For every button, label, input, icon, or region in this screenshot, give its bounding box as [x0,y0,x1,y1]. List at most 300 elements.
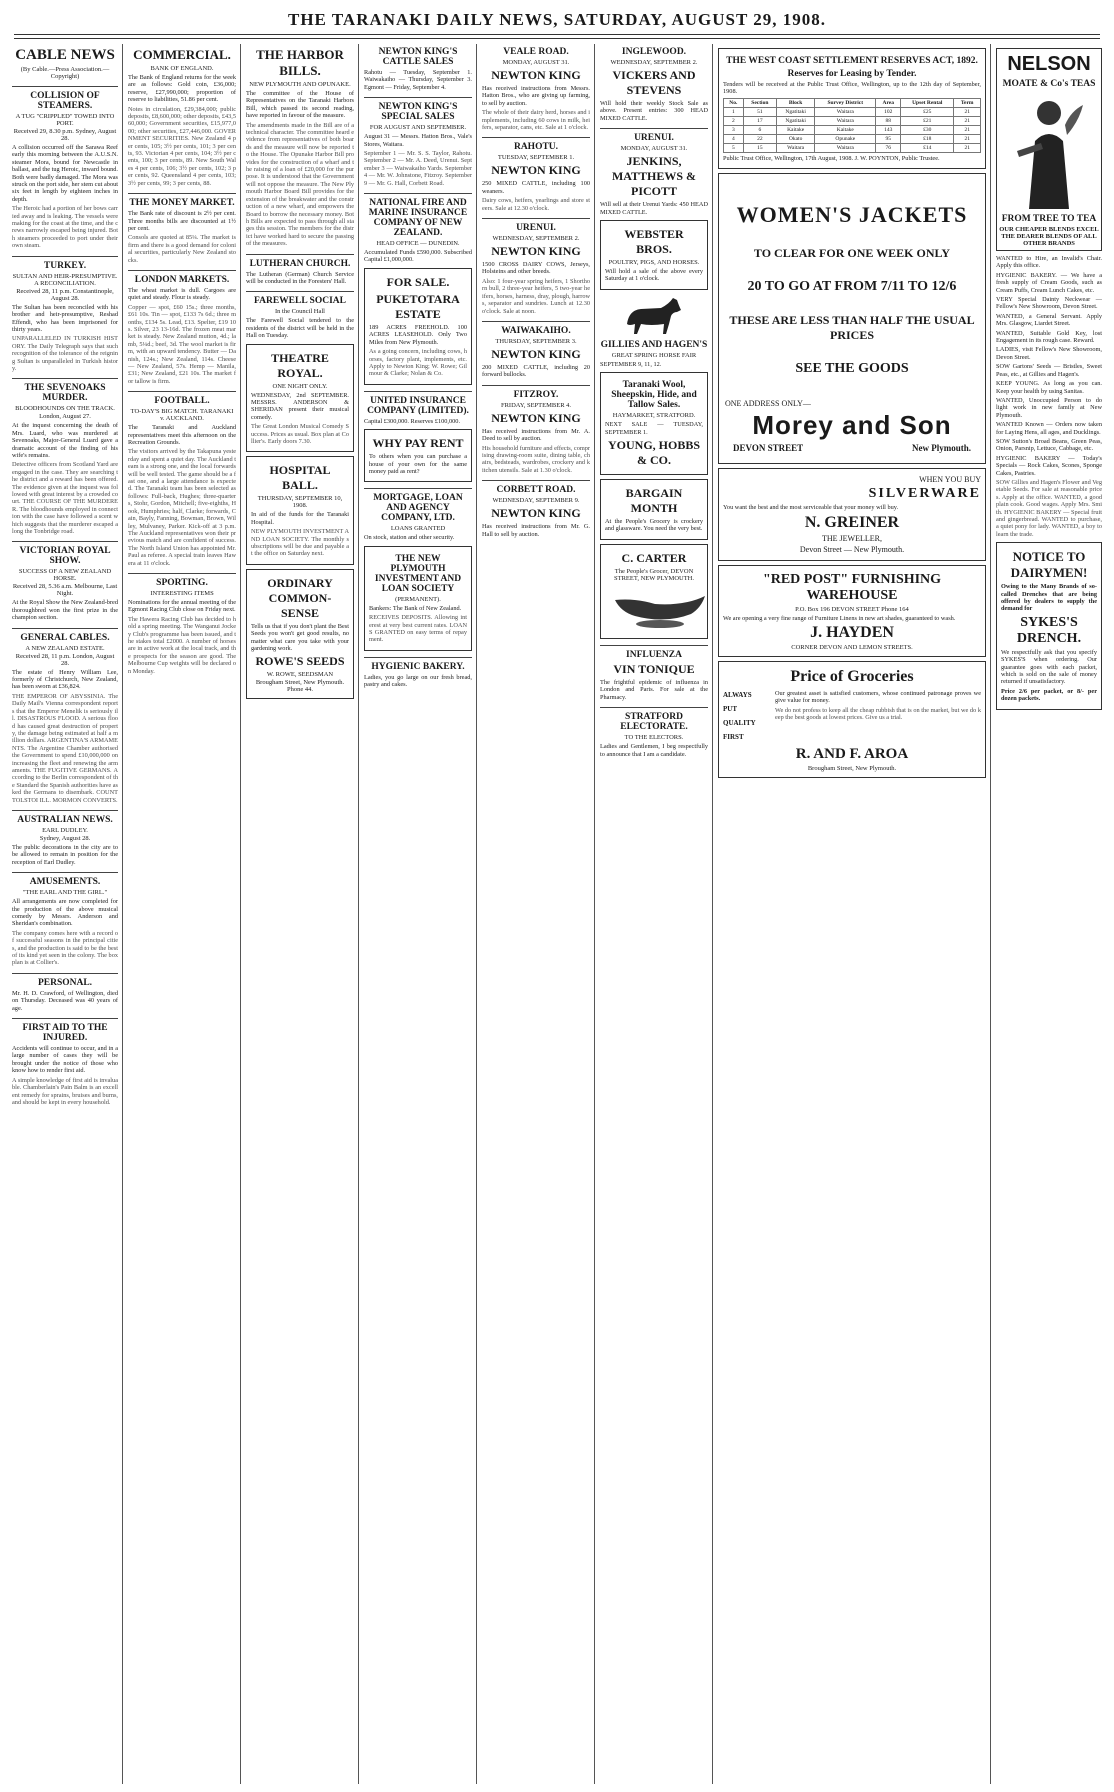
section-text: At the Royal Show the New Zealand-bred thoroughbred won the first prize in the champion section. [12,599,118,622]
section-head: NEWTON KING'S CATTLE SALES [378,47,458,67]
section-sub: TO THE ELECTORS. [624,734,684,742]
small-ad: SOW Gartons' Seeds — Bristles, Sweet Peas, etc., at Gillies and Hagen's. [996,363,1102,378]
article-text-filler: His household furniture and effects, comprising drawing-room suite, dining table, chairs, bedsteads, wardrobes, crockery and kitchen utensils. Sale at 1.30 o'clock. [482,444,590,474]
horse-icon [619,294,689,336]
section-text: Accidents will continue to occur, and in a large number of cases they will be brought under the notice of those who know how to render first aid. [12,1045,118,1075]
dairymen-title: NOTICE TO DAIRYMEN! [1010,549,1088,581]
section-text: The Sultan has been reconciled with his brother and heir-presumptive, Reshad Effendi, who has been imprisoned for thirty years. [12,303,118,333]
hayden-address: CORNER DEVON AND LEMON STREETS. [791,644,913,652]
address-label: ONE ADDRESS ONLY— [725,399,811,409]
wool-sales-ad [600,372,708,475]
dairymen-footer: Price 2/6 per packet, or 8/- per dozen packets. [1001,687,1097,703]
jackets-title: WOMEN'S JACKETS [736,202,968,228]
section-title: BARGAIN MONTH [625,486,683,516]
column-commercial [128,44,236,1784]
auctioneer-name: NEWTON KING [491,506,581,521]
table-cell: 21 [954,125,981,134]
section-sub: TO-DAY'S BIG MATCH. TARANAKI v. AUCKLAND. [130,408,234,423]
col6-sec-0 [600,47,708,122]
section-sub: THURSDAY, SEPTEMBER 3. [495,337,577,345]
theatre-royal-ad [246,344,354,453]
section-head: URENUI. [482,218,590,233]
column-divider [358,44,359,1784]
section-head: STRATFORD ELECTORATE. [600,707,708,732]
section-head: Taranaki Wool, Sheepskin, Hide, and Tallow Sales. [611,380,697,411]
section-head: HYGIENIC BAKERY. [364,657,472,672]
aroa-groceries-ad [718,661,986,778]
article-text-filler: THE EMPEROR OF ABYSSINIA. The Daily Mail's Vienna correspondent reports that the Emperor Menelik is seriously ill. DISASTROUS FLOOD. A serious flood has caused great destruction of property, the damage being estimated at half a million dollars. ARGENTINA'S ARMAMENTS. The Argentine Chamber authorised the Government to spend £10,000,000 on increasing the fleet and renewing the armaments. THE FUGITIVE GERMANS. According to the Berlin correspondent of the Standard the Spanish authorities have asked the Germans to disembark. COUNT TOLSTOI ILL. MORMON CONVERTS. [12,692,118,804]
section-head: FITZROY. [482,385,590,400]
table-cell: Waitara [815,116,876,125]
table-row [724,143,981,152]
section-text: The Lutheran (German) Church Service will be conducted in the Foresters' Hall. [246,270,354,285]
article-text-filler: Dairy cows, heifers, yearlings and store steers. Sale at 12.30 o'clock. [482,197,590,212]
groceries-body [723,688,981,744]
jackets-line1: TO CLEAR FOR ONE WEEK ONLY [753,246,951,261]
article-text-filler: Also: 1 four-year spring heifers, 1 Shorthorn bull, 2 three-year heifers, 5 two-year heifers, horses, harness, dray, plough, harrows, separator and sundries. Lunch at 12.30 o'clock. Sale at noon. [482,277,590,315]
table-header: Survey District [815,98,876,107]
small-ad: LADIES, visit Fellow's New Showroom, Devon Street. [996,346,1102,361]
puketotara-estate-ad [364,268,472,385]
red-post-address: P.O. Box 196 DEVON STREET Phone 164 [795,605,909,613]
side-word: FIRST [723,733,744,742]
col1-sec-6 [12,872,118,967]
col5-sec-4 [482,385,590,474]
auctioneer-name: NEWTON KING [491,244,581,259]
table-row [724,125,981,134]
table-cell: 88 [876,116,901,125]
reserves-intro: Tenders will be received at the Public Trust Office, Wellington, up to the 12th day of September, 1908. [723,81,981,96]
column-divider [476,44,477,1784]
section-text: Will hold their weekly Stock Sale as above. Present entries: 300 HEAD MIXED CATTLE. [600,100,708,122]
col1-sec-3 [12,541,118,621]
article-text-filler: The visitors arrived by the Takapuna yesterday and spent a quiet day. The Auckland team is a strong one, and the local forwards will be well tested. The game should be a fast one, and a large attendance is expected. The Taranaki team has been selected as follows: Full-back, Hughes; three-quarters, Stohr, Gordon, Mitchell; five-eighths, Hook, Humphries; half, Clarke; forwards, Cain, Bayly, Fanning, Bowman, Brown, Willey, Mulvaney, Parker. Kick-off at 3 p.m. The Auckland representatives won their previous match and are confident of success. The North Island Union has appointed Mr. Paul as referee. A special train leaves Hawera at 11 o'clock. [128,448,236,567]
nelson-tea-ad [996,48,1102,251]
column-divider [122,44,123,1784]
section-sub: In the Council Hall [274,308,325,316]
section-sub: EARL DUDLEY. [42,826,88,834]
section-head: ORDINARY COMMON-SENSE [267,575,333,620]
jackets-line2: 20 TO GO AT FROM 7/11 TO 12/6 [747,279,957,295]
table-cell: £14 [901,143,954,152]
section-sub: The People's Grocer, DEVON STREET, NEW PLYMOUTH. [614,567,694,582]
col4-sec-2 [364,193,472,264]
section-sub: BLOODHOUNDS ON THE TRACK. [15,405,115,413]
col1-sec-7 [12,973,118,1012]
sykes-brand: SYKES'S DRENCH. [1016,614,1082,646]
column-sales-notices [364,44,472,1784]
section-sub: FRIDAY, SEPTEMBER 4. [500,401,572,409]
section-sub: VIN TONIQUE [613,661,695,676]
section-text: At the People's Grocery is crockery and glassware. You need the very best. [605,518,703,533]
article-text-filler: NEW PLYMOUTH INVESTMENT AND LOAN SOCIETY. The monthly subscriptions will be due and payable at the office on Saturday next. [251,528,349,558]
greiner-firm: N. GREINER [804,513,900,531]
dairymen-text: Owing to the Many Brands of so-called Drenches that are being offered by dealers to supply the demand for [1001,583,1097,613]
section-head: SPORTING. [128,573,236,588]
article-text-filler: The Hawera Racing Club has decided to hold a spring meeting. The Wanganui Jockey Club's programme has been issued, and the stakes total £2000. A number of horses are in active work at the local track, and the prospects for the season are good. The Melbourne Cup weights will be declared on Monday. [128,615,236,675]
col1-sec-4 [12,628,118,804]
section-sub: MONDAY, AUGUST 31. [502,59,570,66]
section-head: AUSTRALIAN NEWS. [12,810,118,825]
section-text: Will hold a sale of the above every Saturday at 1 o'clock. [605,268,703,283]
section-sub: SUCCESS OF A NEW ZEALAND HORSE. [18,568,112,583]
section-head: GENERAL CABLES. [12,628,118,643]
article-text-filler: September 1 — Mr. S. S. Taylor, Rahotu. September 2 — Mr. A. Deed, Urenui. September 3 — Waiwakaiho Yards. September 4 — Mr. W. Johnstone, Fitzroy. September 9 — Mr. G. Hall, Corbett Road. [364,150,472,187]
section-head: HOSPITAL BALL. [269,463,331,493]
article-text-filler: A simple knowledge of first aid is invaluable. Chamberlain's Pain Balm is an excellent remedy for sprains, bruises and burns, and should be kept in every household. [12,1076,118,1106]
section-text: Mr. H. D. Crawford, of Wellington, died on Thursday. Deceased was 40 years of age. [12,989,118,1012]
table-cell: 4 [724,134,744,143]
table-cell: 15 [743,143,776,152]
section-text: Tells us that if you don't plant the Best Seeds you won't get good results, no matter what care you take with your gardening work. [251,622,349,653]
col3-sec-1 [246,254,354,286]
section-text: 189 ACRES FREEHOLD. 100 ACRES LEASEHOLD. Only Two Miles from New Plymouth. [369,323,467,346]
firm-name: YOUNG, HOBBS & CO. [607,438,700,468]
section-sub: FOR AUGUST AND SEPTEMBER. [369,124,467,132]
section-head: LUTHERAN CHURCH. [246,254,354,269]
table-cell: 2 [724,116,744,125]
col1-sec-8 [12,1018,118,1106]
hayden-firm: J. HAYDEN [810,624,894,642]
table-header: Section [743,98,776,107]
section-sub: A NEW ZEALAND ESTATE. [25,644,105,652]
section-head: WAIWAKAIHO. [482,321,590,336]
bargain-month-ad [600,479,708,540]
small-ad: HYGIENIC BAKERY — Today's Specials — Rock Cakes, Scones, Sponge Cakes, Pastries. [996,454,1102,477]
table-header: Term [954,98,981,107]
section-sub: THURSDAY, SEPTEMBER 10, 1908. [257,495,343,510]
small-ad: SOW Sutton's Broad Beans, Green Peas, Onion, Parsnip, Lettuce, Cabbage, etc. [996,437,1102,453]
table-cell: Waitara [815,107,876,116]
col5-sec-3 [482,321,590,379]
section-head: NEWTON KING'S SPECIAL SALES [364,97,472,122]
table-cell: Kaitake [815,125,876,134]
table-cell: 95 [876,134,901,143]
section-dateline: Sydney, August 28. [39,834,91,842]
section-text: In aid of the funds for the Taranaki Hospital. [251,511,349,526]
table-cell: 5 [724,143,744,152]
section-head: FOOTBALL. [128,391,236,406]
section-text: The Taranaki and Auckland representatives meet this afternoon on the Recreation Grounds. [128,424,236,447]
greiner-trade: THE JEWELLER, [822,533,882,543]
column-display-adverts [718,44,986,1784]
section-head: CORBETT ROAD. [482,480,590,495]
article-text-filler: Detective officers from Scotland Yard are engaged in the case. They are searching the district and a reward has been offered. The evidence given at the inquest was followed with great interest by a crowded court. THE COURSE OF THE MURDERER. The bloodhounds employed in connection with the case have followed a scent which suggests that the murderer escaped along the Tonbridge road. [12,461,118,536]
reserves-tender-ad [718,48,986,169]
table-cell: 21 [954,134,981,143]
section-sub: WEDNESDAY, SEPTEMBER 2. [492,235,580,243]
section-head: INFLUENZA [600,645,708,660]
nelson-tagline: OUR CHEAPER BLENDS EXCEL THE DEARER BLENDS OF ALL OTHER BRANDS [999,226,1099,247]
silverware-title: SILVERWARE [868,486,981,502]
section-text: 1500 CROSS DAIRY COWS, Jerseys, Holsteins and other breeds. [482,261,590,276]
seedsman-address: Brougham Street, New Plymouth. Phone 44. [255,679,345,694]
article-text-filler: Copper — spot, £60 15s.; three months, £61 10s. Tin — spot, £133 7s 6d.; three months, £134 5s. Lead, £13. Spelter, £19 10s. Silver, 23 13-16d. The frozen meat market is steady. New Zealand mutton, 4d.; lamb, 5¼d.; beef, 3d. The wool market is firm, with an upward tendency. Butter — Danish, 124s.; New Zealand, 114s. Cheese — New Zealand, 57s. Hemp — Manila, £31; New Zealand, £21 10s. The market for tallow is firm. [128,303,236,385]
section-text: Has received instructions from Mr. G. Hall to sell by auction. [482,523,590,538]
table-cell: Okato [776,134,814,143]
col5-sec-2 [482,218,590,315]
section-head: THEATRE ROYAL. [271,350,329,380]
red-post-text: We are opening a very fine range of Furniture Linens in new art shades, guaranteed to wash. [723,614,956,622]
section-text: The estate of Henry William Lee, formerly of Christchurch, New Zealand, has been sworn at £36,824. [12,668,118,691]
section-text: Has received instructions from Mr. A. Deed to sell by auction. [482,427,590,443]
col2-sec-2 [128,270,236,385]
small-ad: WANTED, Unoccupied Person to do light work in new family at New Plymouth. [996,396,1102,419]
investment-society-ad [364,546,472,651]
col2-sec-4 [128,573,236,675]
col1-sec-1 [12,256,118,373]
table-header: No. [724,98,744,107]
table-cell: 21 [954,143,981,152]
masthead-rule-2 [14,38,1100,39]
morey-son-ad [718,173,986,464]
morey-street: DEVON STREET [733,443,804,454]
section-sub: LOANS GRANTED [390,525,446,533]
article-text-filler: UNPARALLELED IN TURKISH HISTORY. The Daily Telegraph says that such recognition of the tolerance of the reigning Sultan is unparalleled in Turkish history. [12,335,118,372]
cable-news-byline: (By Cable.—Press Association.—Copyright) [20,66,110,80]
table-cell: Ngatitaki [776,116,814,125]
table-cell: £21 [901,116,954,125]
morey-son-firm: Morey and Son [752,410,952,441]
silverware-text: You want the best and the most serviceable that your money will buy. [723,504,899,512]
col5-sec-5 [482,480,590,538]
table-row [724,116,981,125]
col1-sec-2 [12,378,118,535]
table-cell: 21 [954,116,981,125]
auctioneer-name: JENKINS, MATTHEWS & PICOTT [611,154,697,199]
column-cable-news [12,44,118,1784]
section-head: AMUSEMENTS. [12,872,118,887]
section-text: A collision occurred off the Sarawa Reef early this morning between the A.U.S.N. steamer Mora, bound for Newcastle in ballast, and the tug Heroic, inward bound. Both were badly damaged. The Mora was struck on the port side, her stem cut about six feet in length by eighteen inches in depth. [12,144,118,203]
col4-sec-1 [364,97,472,187]
silverware-line1: WHEN YOU BUY [919,475,981,485]
table-cell: 6 [743,125,776,134]
section-head: FOR SALE. [386,274,450,289]
column-divider [712,44,713,1784]
section-sub: A TUG "CRIPPLED" TOWED INTO PORT. [15,113,115,127]
side-word: QUALITY [723,719,756,728]
auctioneer-name: NEWTON KING [491,68,581,82]
col6-sec-7 [600,645,708,701]
section-text: SEPTEMBER 9, 11, 12. [600,360,662,368]
section-head: LONDON MARKETS. [128,270,236,285]
reserves-subtitle: Reserves for Leasing by Tender. [787,69,917,79]
table-cell: Kaitake [776,125,814,134]
table-cell: 51 [743,107,776,116]
morey-town: New Plymouth. [912,443,971,454]
webster-bros-ad [600,220,708,290]
table-cell: £30 [901,125,954,134]
section-head: VEALE ROAD. [503,47,569,57]
section-head: THE SEVENOAKS MURDER. [12,378,118,403]
section-sub: INTERESTING ITEMS [150,589,214,597]
masthead: THE TARANAKI DAILY NEWS, SATURDAY, AUGUST 29, 1908. [288,10,826,29]
table-cell: 3 [724,125,744,134]
section-text: Accumulated Funds £590,000. Subscribed Capital £1,000,000. [364,249,472,264]
section-text: At the inquest concerning the death of Mrs. Luard, who was murdered at Sevenoaks, Major-General Luard gave a dramatic account of the finding of his wife's remains. [12,422,118,459]
table-header: Block [776,98,814,107]
section-head: URENUI. [600,128,708,143]
table-header: Upset Rental [901,98,954,107]
small-ad: HYGIENIC BAKERY. — We have a fresh supply of Cream Goods, such as Cream Puffs, Cream Lunch Cakes, etc. [996,271,1102,294]
table-cell: Opunake [815,134,876,143]
section-text: All arrangements are now completed for the production of the above musical comedy by Messrs. Anderson and Sheridan's combination. [12,898,118,928]
section-sub: POULTRY, PIGS, AND HORSES. [608,259,700,267]
section-sub: BANK OF ENGLAND. [150,65,214,72]
section-text: The Farewell Social tendered to the residents of the district will be held in the Hall on Tuesday. [246,317,354,340]
article-text-filler: We do not profess to keep all the cheap rubbish that is on the market, but we do keep the best goods at lowest prices. Give us a trial. [775,706,981,722]
section-sub: MONDAY, AUGUST 31. [620,145,688,153]
section-dateline: Received 29, 8.30 p.m. Sydney, August 28. [13,128,117,142]
section-sub: "THE EARL AND THE GIRL." [22,889,108,897]
hospital-ball-ad [246,456,354,564]
section-sub: SULTAN AND HEIR-PRESUMPTIVE. A RECONCILIATION. [12,272,118,287]
side-word: ALWAYS [723,691,752,700]
groceries-side [723,688,769,744]
col3-sec-2 [246,291,354,339]
table-cell: 76 [876,143,901,152]
section-text: The frightful epidemic of influenza in London and Paris. For sale at the Pharmacy. [600,678,708,701]
table-row [724,107,981,116]
small-ad: WANTED Known — Orders now taken for Laying Hens, all ages, and Ducklings. [996,421,1102,436]
small-ad: WANTED to Hire, an Invalid's Chair. Apply this office. [996,255,1102,270]
nelson-sub: MOATE & Co's TEAS [1002,79,1096,89]
section-text: To others when you can purchase a house of your own for the same money paid as rent? [369,453,467,475]
column-divider [240,44,241,1784]
section-sub: ONE NIGHT ONLY. [272,382,328,390]
section-sub: WEDNESDAY, SEPTEMBER 9. [492,497,580,505]
col1-sec-0 [12,86,118,250]
section-sub: HAYMARKET, STRATFORD. [612,412,696,420]
table-cell: Ngatitaki [776,107,814,116]
rowes-seeds-ad [246,569,354,700]
article-text-filler: The company comes here with a record of successful seasons in the principal cities, and the production is said to be the best of its kind yet seen in the colony. The box plan is at Collier's. [12,929,118,967]
article-text-filler: The Great London Musical Comedy Success. Prices as usual. Box plan at Collier's. Early doors 7.30. [251,423,349,445]
section-text: Ladies, you go large on our fresh bread, pastry and cakes. [364,673,472,689]
col4-sec-0 [364,47,472,91]
section-head: FIRST AID TO THE INJURED. [12,1018,118,1043]
section-head: THE NEW PLYMOUTH INVESTMENT AND LOAN SOCIETY [374,553,462,594]
table-cell: Waitara [776,143,814,152]
red-post-title: "RED POST" FURNISHING WAREHOUSE [762,571,942,603]
small-ad: WANTED, a General Servant. Apply Mrs. Glasgow, Liardet Street. [996,312,1102,328]
column-harbor-bills [246,44,354,1784]
greiner-address: Devon Street — New Plymouth. [799,544,905,554]
section-head: GILLIES AND HAGEN'S [600,339,708,350]
section-head: THE MONEY MARKET. [128,193,236,208]
table-header: Area [876,98,901,107]
section-head: WHY PAY RENT [372,436,464,451]
nelson-brand: NELSON [1007,53,1091,75]
article-text-filler: SOW Gillies and Hagen's Flower and Vegetable Seeds. For sale at reasonable prices. Apply at the office. WANTED, a good plain cook. Good wages. Apply Mrs. Smith. HYGIENIC BAKERY — Special fruit and gingerbread. WANTED to purchase, a quiet pony for lady. WANTED, a boy to learn the trade. [996,478,1102,538]
col6-sec-3 [600,340,708,368]
section-text: The Bank rate of discount is 2½ per cent. Three months bills are discounted at 1½ per cent. [128,210,236,232]
section-sub: ROWE'S SEEDS [255,654,345,669]
col5-sec-1 [482,137,590,212]
article-text-filler: The amendments made in the Bill are of a technical character. The committee heard evidence from representatives of both boards and the measure will now be reported to the House. The Opunake Harbor Bill provides for the construction of a wharf and the raising of a loan of £20,000 for the purpose. It is understood that the Government will not oppose the measure. The New Plymouth Harbor Board Bill provides for the extension of the breakwater and the construction of a new wharf, and empowers the Board to borrow the necessary money. Both Bills are expected to pass through all stages this session. The members for the district have worked hard to secure the passing of the measures. [246,121,354,248]
col4-sec-6 [364,488,472,541]
col3-sec-0 [246,47,354,248]
section-text: 250 MIXED CATTLE, including 100 weaners. [482,180,590,195]
section-head: UNITED INSURANCE COMPANY (LIMITED). [364,391,472,416]
col4-sec-4 [364,391,472,425]
section-text: Capital £300,000. Reserves £100,000. [364,417,461,425]
col5-sec-0 [482,47,590,131]
section-head: INGLEWOOD. [621,47,687,57]
jackets-line3: THESE ARE LESS THAN HALF THE USUAL PRICES [729,313,975,343]
seedsman-name: W. ROWE, SEEDSMAN [266,671,334,679]
groceries-text: Our greatest asset is satisfied customers, whose continued patronage proves we give value for money. [775,690,981,705]
section-dateline: Received 28, 5.36 a.m. Melbourne, Last Night. [12,583,118,598]
section-text: The public decorations in the city are to be allowed to remain in position for the reception of Earl Dudley. [12,843,118,866]
why-pay-rent-ad [364,429,472,482]
reserves-title: THE WEST COAST SETTLEMENT RESERVES ACT, 1892. [726,56,978,66]
section-sub: TUESDAY, SEPTEMBER 1. [497,154,575,162]
section-head: WEBSTER BROS. [624,227,684,257]
auctioneer-name: VICKERS AND STEVENS [612,68,696,97]
small-ad: KEEP YOUNG. As long as you can. Keep your health by using Sanitas. [996,380,1102,395]
nelson-caption: FROM TREE TO TEA [1001,214,1097,224]
section-sub: HEAD OFFICE — DUNEDIN. [376,240,460,248]
table-cell: £18 [901,134,954,143]
section-head: COMMERCIAL. [133,47,231,62]
section-sub: NEW PLYMOUTH AND OPUNAKE. [249,81,351,88]
auctioneer-name: NEWTON KING [491,163,581,178]
section-text: NEXT SALE — TUESDAY, SEPTEMBER 1. [605,421,703,436]
section-head: COLLISION OF STEAMERS. [12,86,118,111]
column-smalls [996,44,1102,1784]
article-text-filler: The Heroic had a portion of her bows carried away and is leaking. The vessels were making for the coast at the time, and the crews narrowly escaped being injured. Both steamers proceeded to port under their own steam. [12,205,118,250]
reserves-footer: Public Trust Office, Wellington, 17th August, 1908. J. W. POYNTON, Public Trustee. [723,154,940,162]
auctioneer-name: NEWTON KING [491,410,581,425]
section-head: THE HARBOR BILLS. [256,47,344,78]
table-cell: £25 [901,107,954,116]
section-head: C. CARTER [621,550,687,565]
cable-news-title: CABLE NEWS [15,47,115,63]
col2-sec-3 [128,391,236,567]
article-text-filler: Consols are quoted at 85¼. The market is firm and there is a good demand for colonial securities, particularly New Zealand stocks. [128,234,236,264]
section-text: Has received instructions from Messrs. Hatton Bros., who are giving up farming, to sell by auction. [482,85,590,107]
article-text-filler: The whole of their dairy herd, horses and implements, including 60 cows in milk, heifers, separator, cans, etc. Sale at 1 o'clock. [482,109,590,132]
table-row [724,134,981,143]
column-divider [594,44,595,1784]
dairymen-body: We respectfully ask that you specify SYKES'S when ordering. Our guarantee goes with each packet, which is sold on the sale of money returned if unsatisfactory. [1001,648,1097,686]
red-post-ad [718,565,986,657]
column-divider [990,44,991,1784]
col4-sec-8 [364,657,472,689]
section-text: The wheat market is dull. Cargoes are quiet and steady. Flour is steady. [128,286,236,302]
side-word: PUT [723,705,737,714]
section-sub: PUKETOTARA ESTATE [376,291,460,321]
masthead-rule [14,34,1100,35]
article-text-filler: RECEIVES DEPOSITS. Allowing interest at very best current rates. LOANS GRANTED on easy terms of repayment. [369,614,467,644]
section-head: TURKEY. [12,256,118,271]
section-dateline: Received 28, 11 p.m. London, August 28. [15,652,115,667]
section-text: August 31 — Messrs. Hatton Bros., Vale's Stores, Waitara. [364,133,472,148]
section-text: The Bank of England returns for the week are as follows: Gold coin, £36,000; reserve, £27,990,000; proportion of reserve to liabilities, 51.86 per cent. [128,74,236,104]
reserves-table [723,98,981,153]
table-cell: 22 [743,134,776,143]
greiner-silverware-ad [718,468,986,560]
section-head: VICTORIAN ROYAL SHOW. [12,541,118,566]
section-text: Rahotu — Tuesday, September 1. Waiwakaiho — Thursday, September 3. Egmont — Friday, September 4. [364,69,472,91]
carter-grocer-ad [600,544,708,639]
section-head: PERSONAL. [12,973,118,988]
small-ad: WANTED, Suitable Gold Key, lost Engagement in its rough case. Reward. [996,329,1102,345]
section-text: Ladies and Gentlemen, I beg respectfully to announce that I am a candidate. [600,743,708,758]
morey-address-row [725,443,979,453]
aroa-firm: R. AND F. AROA [795,746,909,763]
